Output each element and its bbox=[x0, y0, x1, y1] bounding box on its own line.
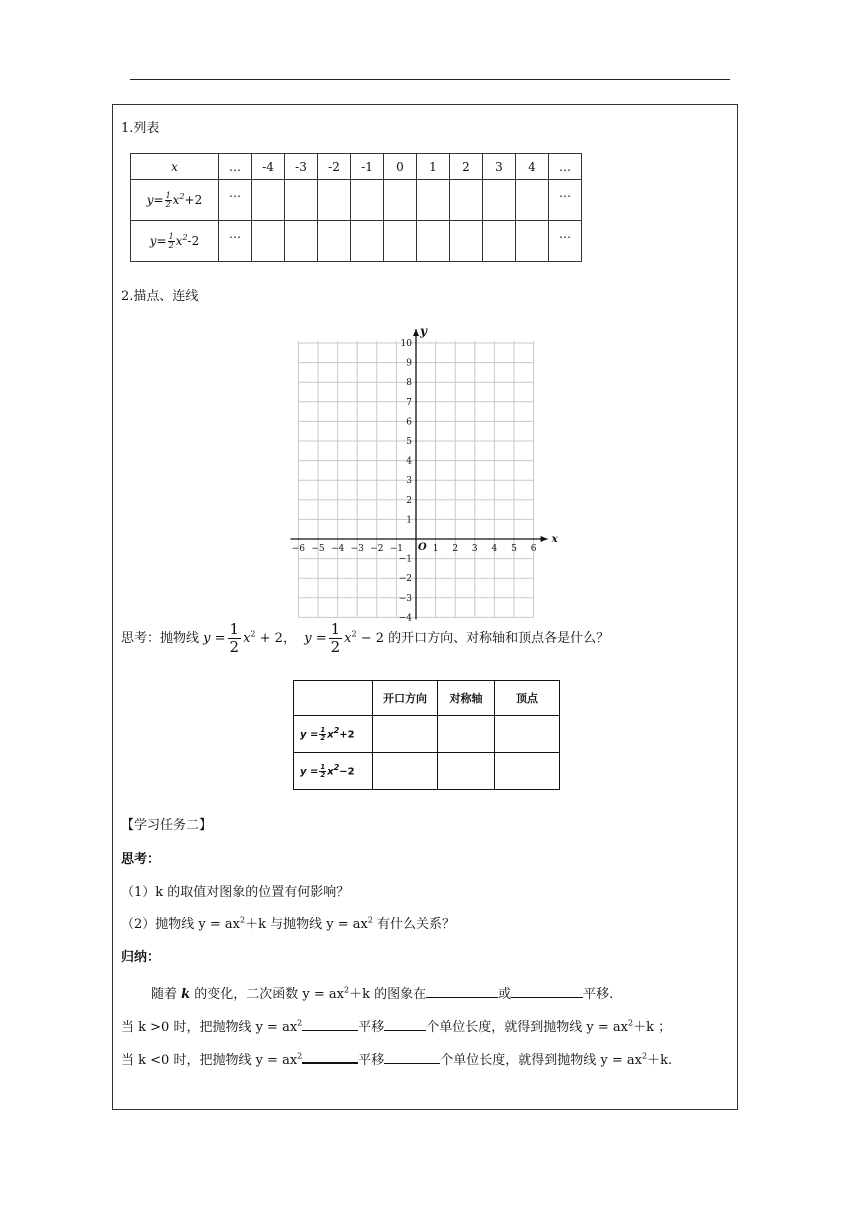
table-cell: -1 bbox=[351, 154, 384, 180]
x-tick-label: −5 bbox=[311, 544, 325, 554]
table-cell: -4 bbox=[252, 154, 285, 180]
equation-label: y = $\frac{1}{2}$ $x^2+2$ bbox=[294, 716, 373, 753]
origin-label: O bbox=[418, 542, 427, 553]
table-cell bbox=[285, 221, 318, 262]
table-cell: 3 bbox=[483, 154, 516, 180]
properties-table bbox=[293, 680, 560, 790]
y-axis-arrow bbox=[413, 329, 419, 336]
table-cell: 1 bbox=[417, 154, 450, 180]
table-cell bbox=[285, 180, 318, 221]
table-cell: … bbox=[219, 221, 252, 262]
x-axis-label: x bbox=[551, 534, 558, 545]
table-header-cell: 开口方向 bbox=[373, 681, 438, 716]
table-header-cell: 顶点 bbox=[495, 681, 560, 716]
table-cell bbox=[294, 681, 373, 716]
value-table bbox=[130, 153, 582, 262]
table-cell: … bbox=[549, 180, 582, 221]
table-cell: … bbox=[549, 154, 582, 180]
y-tick-label: 5 bbox=[406, 437, 412, 447]
x-tick-label: 2 bbox=[452, 544, 459, 554]
question-2: （2）抛物线 $y = ax^2+k$ 与抛物线 $y = ax^2$ 有什么关系？ bbox=[121, 915, 456, 932]
task2-title: 【学习任务二】 bbox=[121, 818, 213, 833]
table-cell bbox=[384, 221, 417, 262]
x-tick-label: −1 bbox=[389, 544, 404, 554]
x-tick-label: 3 bbox=[471, 544, 478, 554]
y-tick-label: −4 bbox=[398, 613, 412, 624]
think-label: 思考： bbox=[121, 852, 161, 867]
table-cell bbox=[438, 716, 495, 753]
y-tick-label: −3 bbox=[398, 593, 412, 604]
fill-blank[interactable] bbox=[426, 985, 498, 998]
table-cell: -2 bbox=[318, 154, 351, 180]
table-cell bbox=[318, 221, 351, 262]
table-cell bbox=[417, 221, 450, 262]
table-cell bbox=[351, 180, 384, 221]
table-cell: … bbox=[549, 221, 582, 262]
section1-heading: 1.列表 bbox=[121, 121, 160, 136]
coordinate-grid bbox=[283, 313, 563, 622]
table-cell bbox=[384, 180, 417, 221]
think-question: 思考：抛物线 y = $\frac{1}{2}$ $x^2 + 2$， y = $\frac{1}{2}$ $x^2 - 2$ 的开口方向、对称轴和顶点各是什么？ bbox=[121, 620, 610, 656]
table-row bbox=[294, 753, 560, 790]
equation-label: y= $\frac{1}{2}$ $x^2-2$ bbox=[131, 221, 219, 262]
y-tick-label: −1 bbox=[398, 554, 412, 565]
summary-line-3: 当 k <0 时，把抛物线 $y = ax^2$ 平移 个单位长度，就得到抛物线 $y = ax^2+k$. bbox=[121, 1051, 673, 1068]
table-cell bbox=[373, 716, 438, 753]
table-cell bbox=[483, 221, 516, 262]
summary-label: 归纳： bbox=[121, 950, 161, 965]
table-cell bbox=[318, 180, 351, 221]
y-axis-label: y bbox=[420, 324, 427, 338]
table-cell: x bbox=[131, 154, 219, 180]
header-rule bbox=[130, 79, 730, 80]
table-header-cell: 对称轴 bbox=[438, 681, 495, 716]
x-tick-label: −3 bbox=[350, 544, 364, 554]
y-tick-label: 1 bbox=[406, 515, 412, 526]
fill-blank[interactable] bbox=[302, 1050, 358, 1064]
x-tick-label: −4 bbox=[330, 544, 345, 554]
fill-blank[interactable] bbox=[384, 1018, 426, 1031]
x-tick-label: −2 bbox=[370, 544, 384, 554]
y-tick-label: 4 bbox=[406, 456, 412, 467]
coordinate-grid-svg bbox=[283, 313, 563, 624]
table-cell: 0 bbox=[384, 154, 417, 180]
y-tick-label: 8 bbox=[406, 378, 412, 389]
y-tick-label: 6 bbox=[406, 417, 412, 428]
table-cell bbox=[516, 221, 549, 262]
y-tick-label: 7 bbox=[406, 397, 412, 408]
x-tick-label: 6 bbox=[530, 544, 537, 554]
x-tick-label: 5 bbox=[511, 544, 517, 554]
x-tick-label: 1 bbox=[432, 544, 439, 554]
y-tick-label: 3 bbox=[406, 476, 412, 487]
table-cell bbox=[495, 753, 560, 790]
table-cell bbox=[438, 753, 495, 790]
table-cell bbox=[417, 180, 450, 221]
table-cell bbox=[373, 753, 438, 790]
y-tick-label: −2 bbox=[398, 574, 412, 585]
table-row bbox=[131, 154, 582, 180]
table-cell: … bbox=[219, 154, 252, 180]
equation-label: y= $\frac{1}{2}$ $x^2+2$ bbox=[131, 180, 219, 221]
summary-line-2: 当 k >0 时，把抛物线 $y = ax^2$ 平移 个单位长度，就得到抛物线 $y = ax^2+k$ ； bbox=[121, 1018, 672, 1035]
table-cell bbox=[495, 716, 560, 753]
section2-heading: 2.描点、连线 bbox=[121, 289, 199, 304]
table-cell: 4 bbox=[516, 154, 549, 180]
table-row bbox=[294, 681, 560, 716]
summary-line-1: 随着 k 的变化，二次函数 $y = ax^2+k$ 的图象在 或 平移. bbox=[151, 985, 614, 1002]
table-row bbox=[294, 716, 560, 753]
table-cell bbox=[351, 221, 384, 262]
table-cell bbox=[450, 180, 483, 221]
x-tick-label: 4 bbox=[491, 544, 498, 554]
y-tick-label: 9 bbox=[406, 358, 412, 369]
y-tick-label: 2 bbox=[406, 495, 412, 506]
x-tick-label: −6 bbox=[291, 544, 306, 554]
table-cell: 2 bbox=[450, 154, 483, 180]
content-frame bbox=[112, 104, 738, 1110]
table-cell bbox=[252, 221, 285, 262]
fill-blank[interactable] bbox=[302, 1018, 358, 1031]
table-cell bbox=[483, 180, 516, 221]
y-tick-label: 10 bbox=[400, 339, 412, 349]
table-row bbox=[131, 180, 582, 221]
equation-label: y = $\frac{1}{2}$ $x^2-2$ bbox=[294, 753, 373, 790]
question-1: （1）k 的取值对图象的位置有何影响？ bbox=[121, 885, 350, 900]
table-cell bbox=[450, 221, 483, 262]
table-cell bbox=[516, 180, 549, 221]
fill-blank[interactable] bbox=[384, 1051, 440, 1064]
x-axis-arrow bbox=[541, 536, 548, 542]
table-row bbox=[131, 221, 582, 262]
fill-blank[interactable] bbox=[511, 985, 583, 998]
table-cell bbox=[252, 180, 285, 221]
table-cell: -3 bbox=[285, 154, 318, 180]
table-cell: … bbox=[219, 180, 252, 221]
